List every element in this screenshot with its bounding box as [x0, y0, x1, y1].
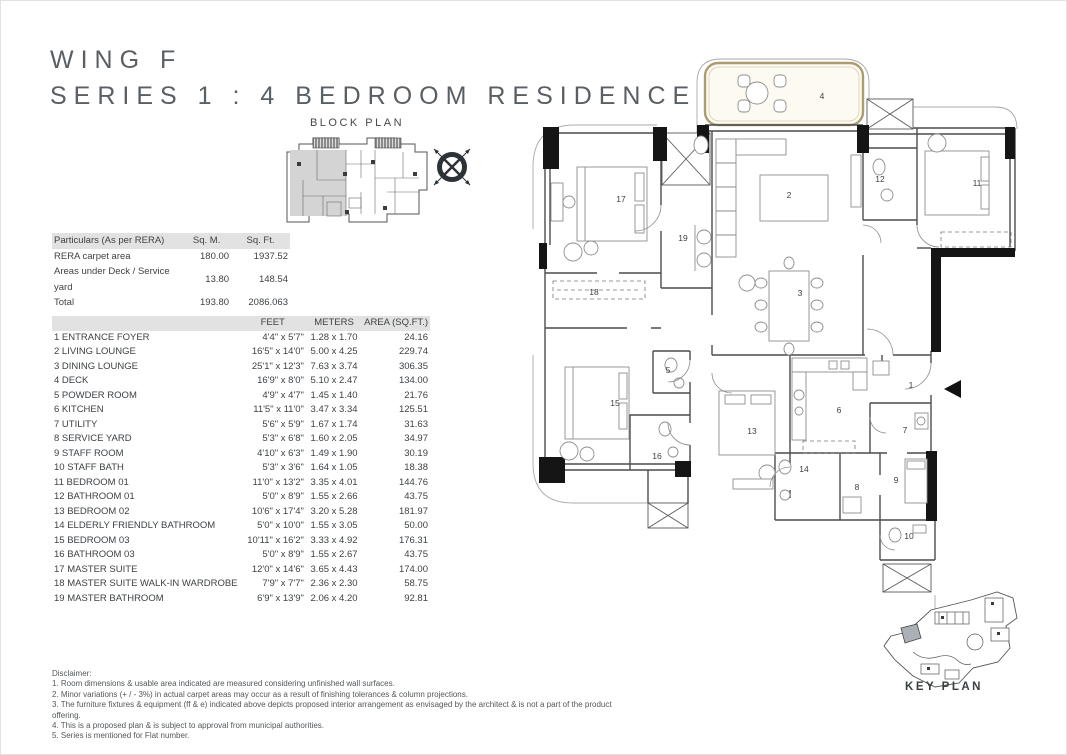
cell: 2086.063: [248, 297, 288, 308]
cell: 2.06 x 4.20: [310, 592, 358, 604]
room-label-2: 2: [786, 190, 792, 200]
cell: 3.35 x 4.01: [310, 476, 358, 488]
cell: 5'0" x 10'0": [257, 520, 304, 531]
cell: 4'10" x 6'3": [257, 447, 304, 459]
cell: 12'0" x 14'6": [251, 563, 304, 575]
column-header: METERS: [306, 316, 362, 331]
disclaimer-line: 5. Series is mentioned for Flat number.: [52, 731, 190, 741]
cell: 34.97: [404, 433, 428, 444]
kitchen-island: [803, 441, 855, 453]
table-row: [52, 295, 290, 311]
cell: 12 BATHROOM 01: [54, 491, 135, 502]
cell: 4'4" x 5'7": [262, 331, 304, 343]
disclaimer-line: 3. The furniture fixtures & equipment (ff & e) indicated above depicts proposed interior arrangement as envisaged by the architect & is not a part of the product offering.: [52, 700, 612, 720]
cell: 10 STAFF BATH: [54, 462, 124, 473]
floor-plan-drawing: [527, 55, 1027, 720]
table-row: [52, 345, 430, 360]
disclaimer-line: 4. This is a proposed plan & is subject to approval from municipal authorities.: [52, 721, 324, 731]
cell: 5'0" x 8'9": [262, 549, 304, 560]
table-row: [52, 592, 430, 607]
key-plan-drawing: [884, 592, 1017, 687]
table-row: [52, 432, 430, 447]
cell: 2 LIVING LOUNGE: [54, 346, 136, 357]
room-label-1: 1: [908, 380, 914, 390]
disclaimer: [52, 669, 632, 742]
cell: 3.65 x 4.43: [310, 563, 358, 575]
cell: 10'11" x 16'2": [247, 534, 304, 546]
highlighted-unit: [290, 150, 346, 216]
rera-area-table: [52, 233, 290, 311]
cell: 31.63: [404, 418, 428, 430]
cell: 1.49 x 1.90: [310, 447, 358, 459]
cell: 1.55 x 2.66: [310, 491, 358, 502]
block-plan-caption: BLOCK PLAN: [309, 117, 405, 129]
cell: 11'0" x 13'2": [252, 476, 304, 488]
cell: 3 DINING LOUNGE: [54, 360, 138, 372]
duct-shaft-bottom: [883, 564, 931, 592]
column-header: FEET: [240, 316, 306, 331]
cell: 16'9" x 8'0": [257, 375, 304, 386]
cell: 1 ENTRANCE FOYER: [54, 331, 150, 343]
table-row: [52, 374, 430, 389]
cell: 5.00 x 4.25: [310, 346, 358, 357]
cell: 3.33 x 4.92: [310, 534, 358, 546]
table-row: [52, 389, 430, 404]
cell: 10'6" x 17'4": [251, 505, 304, 517]
table-row: [52, 548, 430, 563]
room-dimension-table: [52, 316, 430, 606]
table-row: [52, 331, 430, 346]
table-header-row: [52, 233, 290, 249]
room-label-7: 7: [902, 425, 908, 435]
cell: 19 MASTER BATHROOM: [54, 592, 164, 604]
table-row: [52, 476, 430, 491]
cell: 1.55 x 2.67: [310, 549, 358, 560]
cell: 58.75: [404, 578, 428, 589]
ac-ledge: [941, 232, 1011, 247]
room-label-15: 15: [610, 398, 620, 408]
cell: 1.67 x 1.74: [310, 418, 358, 430]
cell: 43.75: [404, 549, 428, 560]
deck-area: [705, 63, 863, 125]
room-label-14: 14: [799, 464, 809, 474]
cell: 50.00: [404, 520, 428, 531]
table-row: [52, 519, 430, 534]
cell: 1.45 x 1.40: [310, 389, 358, 401]
cell: 1.28 x 1.70: [310, 331, 358, 343]
room-label-4: 4: [819, 91, 825, 101]
cell: 16'5" x 14'0": [251, 346, 304, 357]
cell: 1.64 x 1.05: [310, 462, 358, 473]
table-row: [52, 461, 430, 476]
cell: 1.60 x 2.05: [310, 433, 358, 444]
cell: 306.35: [398, 360, 428, 372]
table-row: [52, 403, 430, 418]
cell: 24.16: [404, 331, 428, 343]
room-label-18: 18: [589, 287, 599, 297]
cell: 6 KITCHEN: [54, 404, 104, 415]
cell: 2.36 x 2.30: [310, 578, 358, 589]
cell: 13.80: [205, 273, 230, 285]
disclaimer-line: 1. Room dimensions & usable area indicated are measured considering unfinished wall surfaces.: [52, 679, 395, 689]
table-row: [52, 360, 430, 375]
cell: 174.00: [398, 563, 428, 575]
table-row: [52, 577, 430, 592]
room-label-13: 13: [747, 426, 757, 436]
cell: 6'9" x 13'9": [257, 592, 304, 604]
cell: 5 POWDER ROOM: [54, 389, 137, 401]
key-plan-caption: KEY PLAN: [905, 681, 983, 693]
room-label-10: 10: [904, 531, 914, 541]
cell: Total: [54, 297, 75, 308]
cell: 1937.52: [253, 250, 288, 262]
cell: 181.97: [398, 505, 428, 517]
table-row: [52, 490, 430, 505]
cell: 5'3" x 3'6": [262, 462, 304, 473]
room-label-9: 9: [893, 475, 899, 485]
cell: 16 BATHROOM 03: [54, 549, 135, 560]
room-label-11: 11: [972, 178, 982, 188]
cell: 4'9" x 4'7": [262, 389, 304, 401]
cell: 5.10 x 2.47: [310, 375, 358, 386]
cell: 30.19: [404, 447, 428, 459]
wing-title: WING F: [50, 46, 183, 74]
table-row: [52, 505, 430, 520]
cell: 11 BEDROOM 01: [54, 476, 129, 488]
cell: 7'9" x 7'7": [262, 578, 304, 589]
room-label-16: 16: [652, 451, 662, 461]
room-label-19: 19: [678, 233, 688, 243]
cell: 15 BEDROOM 03: [54, 534, 130, 546]
table-header-row: [52, 316, 430, 331]
column-header: Sq. Ft.: [231, 233, 290, 249]
cell: 5'0" x 8'9": [262, 491, 304, 502]
column-header: AREA (SQ.FT.): [362, 316, 430, 331]
cell: 18.38: [404, 462, 428, 473]
table-row: [52, 534, 430, 549]
cell: 229.74: [398, 346, 428, 357]
cell: 7 UTILITY: [54, 418, 98, 430]
north-compass-icon: [426, 141, 478, 193]
cell: RERA carpet area: [54, 250, 131, 262]
cell: 14 ELDERLY FRIENDLY BATHROOM: [54, 520, 216, 531]
cell: 25'1" x 12'3": [251, 360, 304, 372]
cell: 3.47 x 3.34: [310, 404, 358, 415]
furniture: [551, 75, 989, 542]
table-row: [52, 418, 430, 433]
room-label-17: 17: [616, 194, 626, 204]
room-label-12: 12: [875, 174, 885, 184]
cell: 21.76: [404, 389, 428, 401]
duct-shaft-top: [867, 99, 913, 129]
cell: 176.31: [398, 534, 428, 546]
cell: 8 SERVICE YARD: [54, 433, 132, 444]
cell: 134.00: [398, 375, 428, 386]
disclaimer-title: Disclaimer:: [52, 669, 92, 678]
cell: 9 STAFF ROOM: [54, 447, 124, 459]
cell: 4 DECK: [54, 375, 89, 386]
cell: 43.75: [404, 491, 428, 502]
duct-shaft-left: [648, 503, 688, 528]
cell: Areas under Deck / Service yard: [54, 266, 170, 293]
table-row: [52, 264, 290, 295]
disclaimer-line: 2. Minor variations (+ / - 3%) in actual carpet areas may occur as a result of finishing tolerances & column projections.: [52, 689, 468, 699]
room-label-3: 3: [797, 288, 803, 298]
table-row: [52, 563, 430, 578]
cell: 5'6" x 5'9": [262, 418, 304, 430]
cell: 3.20 x 5.28: [310, 505, 358, 517]
room-label-8: 8: [854, 482, 860, 492]
room-label-5: 5: [665, 365, 671, 375]
cell: 144.76: [398, 476, 428, 488]
cell: 7.63 x 3.74: [310, 360, 358, 372]
cell: 17 MASTER SUITE: [54, 563, 138, 575]
series-title: SERIES 1 : 4 BEDROOM RESIDENCE: [50, 82, 697, 110]
entry-arrow-icon: [944, 380, 961, 398]
table-row: [52, 447, 430, 462]
cell: 5'3" x 6'8": [262, 433, 304, 444]
cell: 11'5" x 11'0": [253, 404, 304, 415]
column-header: Sq. M.: [182, 233, 231, 249]
column-header: Particulars (As per RERA): [52, 233, 182, 249]
cell: 125.51: [398, 404, 428, 415]
block-plan-drawing: [283, 132, 431, 234]
room-label-6: 6: [836, 405, 842, 415]
cell: 1.55 x 3.05: [310, 520, 358, 531]
cell: 193.80: [200, 297, 230, 308]
cell: 92.81: [404, 592, 428, 604]
table-row: [52, 249, 290, 265]
column-header: [52, 316, 240, 331]
cell: 180.00: [200, 250, 230, 262]
cell: 18 MASTER SUITE WALK-IN WARDROBE: [54, 578, 238, 589]
cell: 13 BEDROOM 02: [54, 505, 130, 517]
cell: 148.54: [258, 273, 288, 285]
